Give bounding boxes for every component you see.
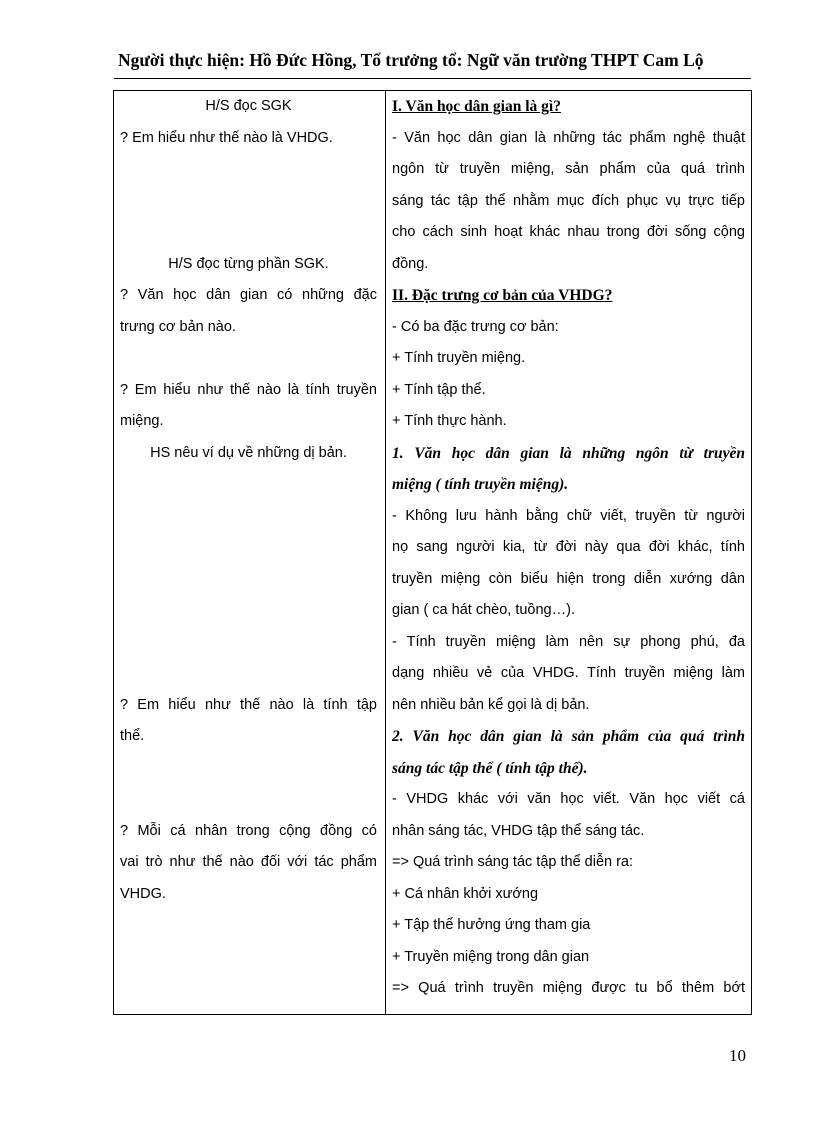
right-line-2: - Văn học dân gian là những tác phẩm nghệ thuật	[392, 129, 745, 146]
right-line-24: nhân sáng tác, VHDG tập thể sáng tác.	[392, 822, 645, 839]
left-line-3: H/S đọc từng phần SGK.	[168, 255, 329, 272]
right-line-17: gian ( ca hát chèo, tuồng…).	[392, 602, 575, 618]
right-line-16: truyền miệng còn biểu hiện trong diễn xướng dân	[392, 570, 745, 587]
right-line-26: + Cá nhân khởi xướng	[392, 885, 539, 902]
right-line-9: + Tính truyền miệng.	[392, 350, 526, 366]
right-line-25: => Quá trình sáng tác tập thể diễn ra:	[392, 854, 634, 870]
page-number: 10	[729, 1046, 746, 1065]
right-line-3: ngôn từ truyền miệng, sản phẩm của quá trình	[392, 161, 745, 177]
subheading-2-line-2: sáng tác tập thể ( tính tập thể).	[392, 759, 588, 777]
right-line-23: - VHDG khác với văn học viết. Văn học viết cá	[392, 791, 745, 807]
header-rule	[114, 78, 751, 79]
right-line-14: - Không lưu hành bằng chữ viết, truyền từ người	[392, 507, 745, 524]
right-line-27: + Tập thể hưởng ứng tham gia	[392, 917, 591, 933]
right-line-28: + Truyền miệng trong dân gian	[392, 948, 590, 965]
right-line-11: + Tính thực hành.	[392, 413, 507, 429]
content-column	[392, 91, 745, 1005]
right-line-29: => Quá trình truyền miệng được tu bổ thêm bớt	[392, 980, 745, 996]
right-line-10: + Tính tập thể.	[392, 381, 486, 398]
left-line-2: ? Em hiểu như thế nào là VHDG.	[120, 129, 333, 146]
right-line-20: nên nhiều bản kể gọi là dị bản.	[392, 696, 590, 713]
right-line-5: cho cách sinh hoạt khác nhau trong đời sống cộng	[392, 224, 745, 240]
right-line-19: dạng nhiều vẻ của VHDG. Tính truyền miệng làm	[392, 665, 745, 681]
left-line-13: VHDG.	[120, 885, 166, 902]
left-line-10: thể.	[120, 728, 145, 744]
section-heading-1: I. Văn học dân gian là gì?	[392, 98, 561, 115]
column-divider	[385, 91, 386, 1014]
left-line-9: ? Em hiểu như thế nào là tính tập	[120, 696, 377, 713]
left-line-4: ? Văn học dân gian có những đặc	[120, 287, 377, 303]
left-line-1: H/S đọc SGK	[205, 98, 292, 114]
page-header: Người thực hiện: Hồ Đức Hồng, Tổ trưởng tổ: Ngữ văn trường THPT Cam Lộ	[118, 50, 704, 70]
subheading-1-line-2: miệng ( tính truyền miệng).	[392, 476, 569, 493]
lesson-table	[113, 90, 752, 1015]
left-line-7: miệng.	[120, 413, 164, 429]
right-line-8: - Có ba đặc trưng cơ bản:	[392, 318, 559, 335]
right-line-4: sáng tác tập thể nhằm mục đích phục vụ trực tiếp	[392, 192, 745, 209]
left-line-11: ? Mỗi cá nhân trong cộng đồng có	[120, 822, 377, 839]
right-line-15: nọ sang người kia, từ đời này qua đời khác, tính	[392, 539, 745, 555]
left-line-5: trưng cơ bản nào.	[120, 318, 236, 335]
right-line-18: - Tính truyền miệng làm nên sự phong phú, đa	[392, 633, 745, 650]
left-line-6: ? Em hiểu như thế nào là tính truyền	[120, 381, 377, 398]
left-line-8: HS nêu ví dụ về những dị bản.	[150, 444, 347, 461]
subheading-1-line-1: 1. Văn học dân gian là những ngôn từ truyền	[392, 444, 745, 462]
activity-column	[120, 91, 377, 910]
right-line-6: đồng.	[392, 255, 429, 272]
subheading-2-line-1: 2. Văn học dân gian là sản phẩm của quá trình	[392, 728, 745, 745]
left-line-12: vai trò như thế nào đối với tác phẩm	[120, 854, 377, 870]
section-heading-2: II. Đặc trưng cơ bản của VHDG?	[392, 287, 613, 304]
